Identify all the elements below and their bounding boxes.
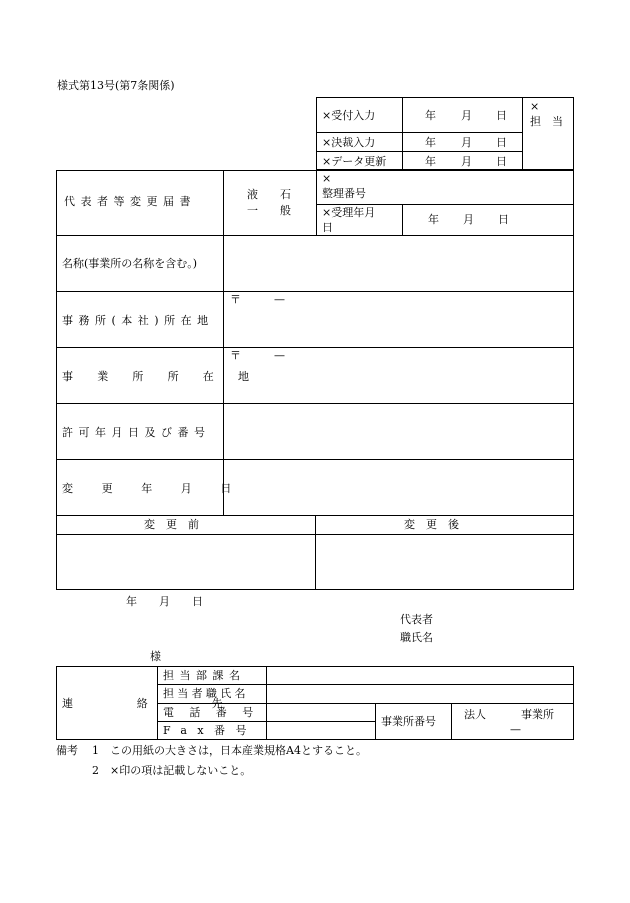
business-postal-dash: —: [274, 349, 285, 362]
tantou-mark: ×: [530, 100, 540, 113]
notes-label: 備考: [56, 744, 78, 757]
juri-label: ×受理年月: [322, 206, 376, 219]
kessai-month: 月: [461, 136, 472, 149]
uketsuke-day: 日: [496, 109, 507, 122]
person-label: 担当者職氏名: [163, 687, 249, 700]
change-before-header: 変 更 前: [144, 518, 199, 531]
seiri-label: 整理番号: [322, 187, 366, 200]
note-2-text: ×印の項は記載しないこと。: [110, 764, 252, 777]
office-location-label: 事務所(本社)所在地: [62, 314, 214, 327]
uketsuke-year: 年: [425, 109, 436, 122]
representative-label: 代表者: [400, 613, 433, 626]
representative-title-label: 職氏名: [400, 631, 433, 644]
koushin-month: 月: [461, 155, 472, 168]
contact-label: 連 絡 先: [62, 697, 249, 710]
note-1-number: 1: [92, 744, 99, 757]
office-number-dash: —: [510, 723, 521, 736]
change-after-header: 変 更 後: [404, 518, 459, 531]
kessai-year: 年: [425, 136, 436, 149]
koushin-year: 年: [425, 155, 436, 168]
fax-label: Fax番号: [163, 724, 257, 737]
juri-label-2: 日: [322, 221, 333, 234]
name-label: 名称(事業所の名称を含む。): [62, 257, 198, 270]
office-postal-mark: 〒: [230, 293, 241, 306]
note-1-text: この用紙の大きさは，日本産業規格A4とすること。: [110, 744, 367, 757]
jigyousho-label: 事業所: [521, 708, 554, 721]
business-postal-mark: 〒: [230, 349, 241, 362]
tantou-label: 担 当: [530, 115, 563, 128]
form-title: 代表者等変更届書: [64, 195, 196, 208]
uketsuke-month: 月: [461, 109, 472, 122]
office-postal-dash: —: [274, 293, 285, 306]
houjin-label: 法人: [464, 708, 486, 721]
submission-date: 年 月 日: [126, 595, 203, 608]
permit-label: 許可年月日及び番号: [62, 426, 211, 439]
kessai-day: 日: [496, 136, 507, 149]
dept-label: 担当部課名: [163, 669, 246, 682]
note-2-number: 2: [92, 764, 99, 777]
juri-month: 月: [463, 213, 474, 226]
uketsuke-label: ×受付入力: [322, 109, 376, 122]
phone-label: 電話番号: [163, 706, 269, 719]
business-location-label: 事業所所在地: [62, 370, 274, 383]
juri-day: 日: [498, 213, 509, 226]
form-number-title: 様式第13号(第7条関係): [57, 79, 175, 92]
addressee-sama: 様: [150, 650, 161, 663]
koushin-day: 日: [496, 155, 507, 168]
change-date-label: 変更年月日: [62, 482, 260, 495]
seiri-mark: ×: [322, 172, 332, 185]
juri-year: 年: [428, 213, 439, 226]
office-number-label: 事業所番号: [381, 715, 436, 728]
data-koushin-label: ×データ更新: [322, 155, 387, 168]
type-ippan: 一 般: [247, 204, 291, 217]
type-ekiseki: 液 石: [247, 188, 291, 201]
kessai-label: ×決裁入力: [322, 136, 376, 149]
